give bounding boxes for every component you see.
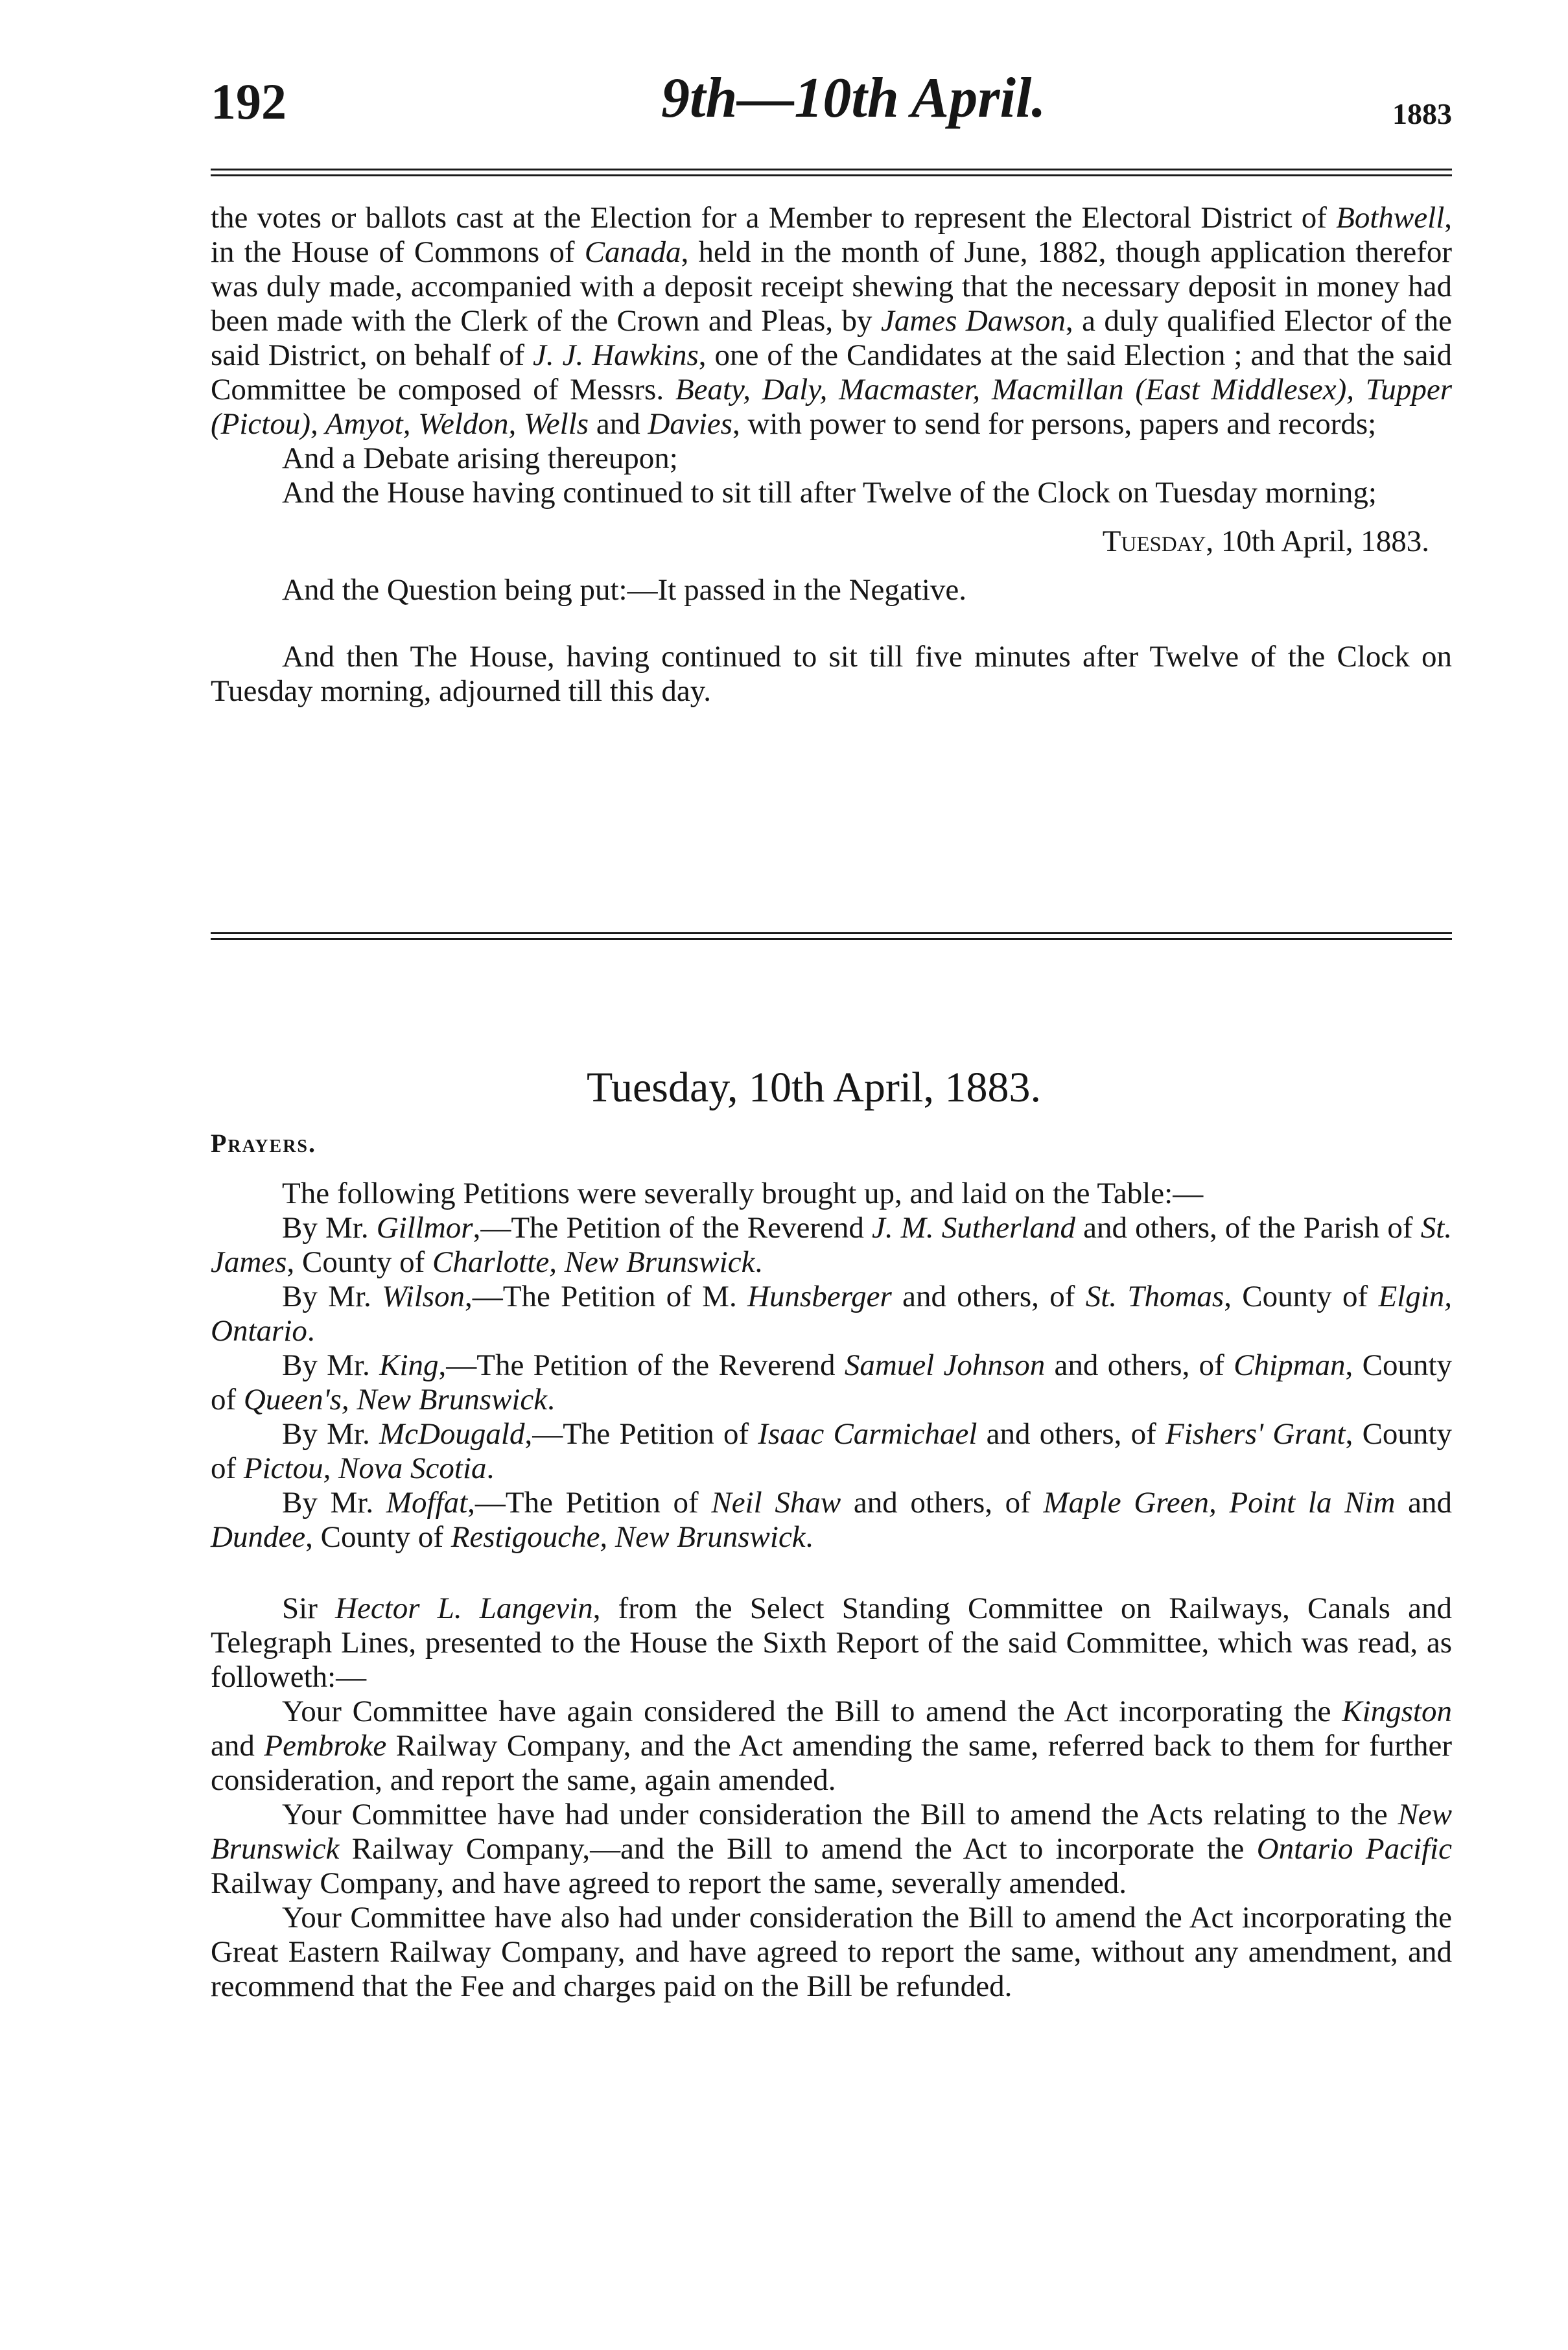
report-paragraph: [211, 1798, 1452, 1901]
prayers-heading: Prayers.: [211, 1129, 316, 1158]
member-name: Hector L. Langevin: [335, 1592, 593, 1625]
text: ,—The Petition of the Reverend: [473, 1211, 872, 1245]
petition-item: [211, 1348, 1452, 1417]
header-date: 9th—10th April.: [661, 67, 1046, 130]
place-name: Ontario Pacific: [1256, 1832, 1452, 1866]
text: , a duly qualified Elector of the said District, on behalf of: [211, 304, 1452, 372]
text: , one of the Candidates at the said Election ; and that the said Committee be composed of Messrs.: [211, 338, 1452, 406]
place-name: Elgin, Ontario: [211, 1280, 1453, 1348]
petition-item: [211, 1417, 1452, 1486]
petition-item: [211, 1486, 1452, 1555]
report-paragraph: [211, 1695, 1452, 1798]
text: ,—The Petition of M.: [465, 1280, 748, 1313]
report-intro: [211, 1592, 1452, 1695]
place-name: St. James: [211, 1211, 1452, 1279]
text: .: [547, 1383, 555, 1416]
report-paragraph: Your Committee have also had under consideration the Bill to amend the Act incorporating the Great Eastern Railway Company, and have agreed to report the same, without any amendment, and recommend that the Fee and charges paid on the Bill be refunded.: [211, 1901, 1452, 2003]
place-name: Charlotte, New Brunswick: [432, 1245, 755, 1279]
section-rule-line: [211, 938, 1452, 940]
place-name: Pembroke: [264, 1729, 387, 1763]
text: .: [805, 1520, 813, 1554]
petitions-intro: The following Petitions were severally brought up, and laid on the Table:—: [282, 1177, 1204, 1210]
place-name: New Brunswick: [211, 1798, 1452, 1866]
member-name: Gillmor: [376, 1211, 473, 1245]
text: Railway Company, and have agreed to report the same, severally amended.: [211, 1866, 1127, 1900]
text: and others, of the Parish of: [1075, 1211, 1421, 1245]
text: By Mr.: [282, 1486, 386, 1520]
member-name: McDougald: [379, 1417, 525, 1451]
text: , County of: [211, 1348, 1452, 1416]
member-name: King: [379, 1348, 439, 1382]
text: Railway Company, and the Act amending the same, referred back to them for further consideration, and report the same, again amended.: [211, 1729, 1452, 1797]
motion-paragraph: [211, 201, 1452, 441]
header-rule-line: [211, 174, 1452, 176]
place-name: Queen's, New Brunswick: [243, 1383, 548, 1416]
text: and others, of: [891, 1280, 1086, 1313]
text: , County of: [305, 1520, 451, 1554]
header-year: 1883: [1392, 97, 1452, 130]
petitioner-name: Neil Shaw: [711, 1486, 841, 1520]
text: , from the Select Standing Committee on Railways, Canals and Telegraph Lines, presented to the House the Sixth Report of the said Committee, which was read, as followeth:—: [211, 1592, 1452, 1694]
text: .: [755, 1245, 763, 1279]
section-rule-line: [211, 932, 1452, 934]
text: Your Committee have again considered the Bill to amend the Act incorporating the: [282, 1695, 1342, 1728]
date-line: [211, 524, 1452, 559]
place-name: Fishers' Grant: [1165, 1417, 1346, 1451]
question-paragraph: And the Question being put:—It passed in the Negative.: [282, 573, 966, 607]
text: , with power to send for persons, papers and records;: [732, 407, 1377, 441]
person-name: James Dawson: [880, 304, 1066, 338]
text: ,—The Petition of the Reverend: [438, 1348, 845, 1382]
member-name: Moffat: [386, 1486, 468, 1520]
text: .: [486, 1451, 495, 1485]
text: and others, of: [977, 1417, 1165, 1451]
page-number: 192: [211, 73, 287, 130]
text: the votes or ballots cast at the Election for a Member to represent the Electoral District of: [211, 201, 1337, 235]
running-header: [211, 60, 1452, 131]
place-name: Dundee: [211, 1520, 306, 1554]
text: , County of: [1224, 1280, 1379, 1313]
petitions-block: [211, 1177, 1452, 1555]
sitting-title: Tuesday, 10th April, 1883.: [587, 1064, 1041, 1111]
member-name: Wilson: [382, 1280, 465, 1313]
place-name: Maple Green, Point la Nim: [1043, 1486, 1396, 1520]
petitioner-name: Isaac Carmichael: [758, 1417, 977, 1451]
text: By Mr.: [282, 1211, 377, 1245]
text: By Mr.: [282, 1348, 380, 1382]
text: Your Committee have had under consideration the Bill to amend the Acts relating to the: [282, 1798, 1398, 1831]
text: , County of: [211, 1417, 1452, 1485]
date-text: , 10th April, 1883.: [1206, 524, 1429, 558]
text: By Mr.: [282, 1280, 382, 1313]
petition-item: [211, 1211, 1452, 1280]
header-rule-line: [211, 169, 1452, 170]
text: .: [307, 1314, 315, 1348]
text: ,—The Petition of: [524, 1417, 758, 1451]
place-name: Kingston: [1342, 1695, 1452, 1728]
place-name: St. Thomas: [1085, 1280, 1224, 1313]
place-name: Canada: [584, 235, 681, 269]
report-block: [211, 1592, 1452, 2004]
adjournment-paragraph: And then The House, having continued to sit till five minutes after Twelve of the Clock on Tuesday morning, adjourned till this day.: [211, 640, 1452, 708]
petitioner-name: Samuel Johnson: [844, 1348, 1046, 1382]
carryover-block: [211, 201, 1452, 709]
petitioner-name: Hunsberger: [747, 1280, 892, 1313]
text: , County of: [287, 1245, 433, 1279]
section-rule: [211, 932, 1452, 940]
committee-members: Beaty, Daly, Macmaster, Macmillan (East Middlesex), Tupper (Pictou), Amyot, Weldon, Wells: [211, 373, 1452, 441]
person-name: J. J. Hawkins: [533, 338, 699, 372]
place-name: Chipman: [1234, 1348, 1346, 1382]
place-name: Restigouche, New Brunswick: [451, 1520, 806, 1554]
text: and: [589, 407, 648, 441]
text: , in the House of Commons of: [211, 201, 1452, 269]
petition-item: [211, 1280, 1452, 1348]
person-name: Davies: [648, 407, 732, 441]
text: ,—The Petition of: [467, 1486, 712, 1520]
text: and others, of: [841, 1486, 1044, 1520]
day-name: Tuesday: [1102, 524, 1206, 558]
place-name: Pictou, Nova Scotia: [243, 1451, 487, 1485]
header-rule: [211, 169, 1452, 176]
sitting-paragraph: And the House having continued to sit till after Twelve of the Clock on Tuesday morning;: [282, 476, 1377, 510]
text: and others, of: [1045, 1348, 1234, 1382]
text: and: [1395, 1486, 1452, 1520]
place-name: Bothwell: [1336, 201, 1445, 235]
text: and: [211, 1729, 264, 1763]
debate-paragraph: And a Debate arising thereupon;: [282, 441, 678, 475]
text: Sir: [282, 1592, 336, 1625]
petitioner-name: J. M. Sutherland: [871, 1211, 1076, 1245]
text: , held in the month of June, 1882, though application therefor was duly made, accompanied with a deposit receipt shewing that the necessary deposit in money had been made with the Clerk of the Crown and Pleas, by: [211, 235, 1453, 338]
text: Railway Company,—and the Bill to amend the Act to incorporate the: [339, 1832, 1257, 1866]
text: By Mr.: [282, 1417, 379, 1451]
